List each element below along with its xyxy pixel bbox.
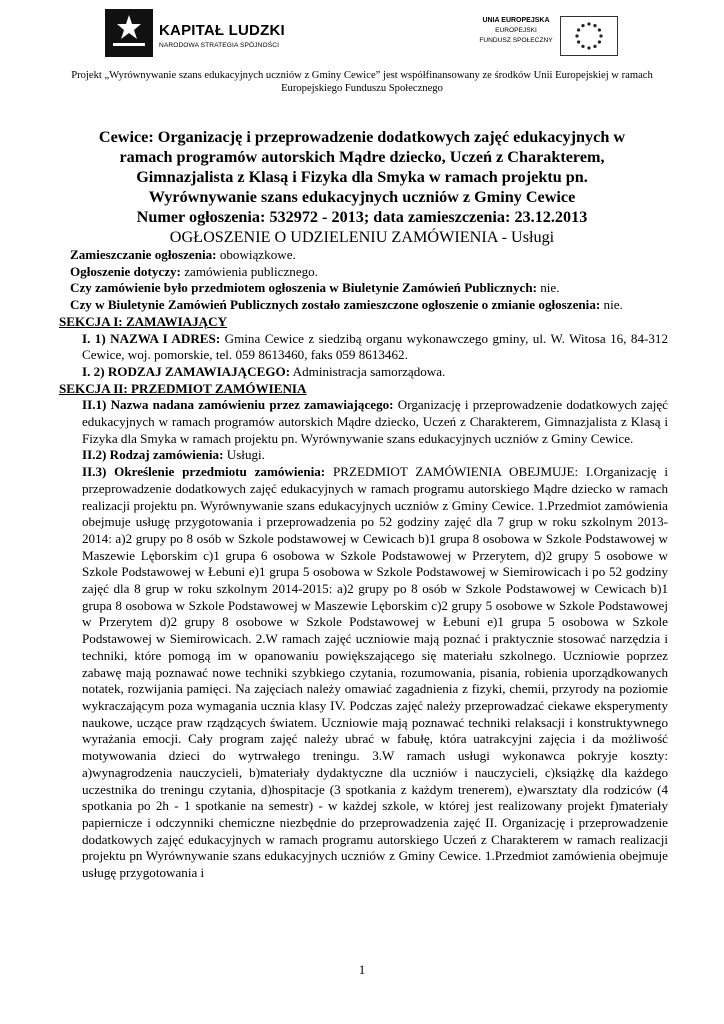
field-label: Zamieszczanie ogłoszenia: bbox=[70, 247, 217, 262]
page-number: 1 bbox=[358, 962, 366, 977]
field-value: Organizację i przeprowadzenie dodatkowych zajęć edukacyjnych w ramach programów autorskich Mądre dziecko, Uczeń z Charakterem, Gimnazjalista z Klasą i Fizyka dla Smyka w ramach projektu pn. Wyrównywanie szans edukacyjnych uczniów z Gminy Cewice. bbox=[82, 397, 668, 446]
field-label: Czy w Biuletynie Zamówień Publicznych zostało zamieszczone ogłoszenie o zmianie ogłoszenia: bbox=[70, 297, 601, 313]
section-1-heading: SEKCJA I: ZAMAWIAJĄCY bbox=[59, 313, 228, 329]
title-line-1: Cewice: Organizację i przeprowadzenie dodatkowych zajęć edukacyjnych w bbox=[98, 128, 626, 146]
section-1-name-address bbox=[70, 331, 668, 364]
field-label: II.3) Określenie przedmiotu zamówienia: bbox=[82, 464, 326, 480]
title-line-3: Gimnazjalista z Klasą i Fizyka dla Smyka w ramach projektu pn. bbox=[136, 168, 588, 186]
title-line-2: ramach programów autorskich Mądre dziecko, Uczeń z Charakterem, bbox=[119, 148, 605, 166]
kapital-ludzki-emblem-icon bbox=[105, 9, 153, 57]
notice-type: OGŁOSZENIE O UDZIELENIU ZAMÓWIENIA - Usługi bbox=[169, 228, 555, 246]
section-2-order-subject bbox=[70, 464, 668, 882]
field-value: zamówienia publicznego. bbox=[184, 263, 318, 279]
field-czy-bylo bbox=[70, 280, 668, 297]
eu-line3: FUNDUSZ SPOŁECZNY bbox=[479, 37, 553, 44]
kapital-ludzki-logo bbox=[105, 9, 285, 57]
eu-logo-text bbox=[476, 16, 556, 46]
field-label: II.2) Rodzaj zamówienia: bbox=[82, 447, 224, 463]
field-value: nie. bbox=[603, 297, 623, 313]
section-2-order-name bbox=[70, 397, 668, 447]
eu-line1: UNIA EUROPEJSKA bbox=[482, 17, 550, 24]
section-2-heading: SEKCJA II: PRZEDMIOT ZAMÓWIENIA bbox=[59, 380, 307, 396]
field-zamieszczanie bbox=[70, 247, 668, 264]
field-dotyczy bbox=[70, 264, 668, 281]
field-label: II.1) Nazwa nadana zamówieniu przez zamawiającego: bbox=[82, 397, 394, 413]
eu-logo bbox=[472, 16, 622, 56]
kapital-ludzki-title: KAPITAŁ LUDZKI bbox=[159, 22, 285, 39]
field-value: Usługi. bbox=[226, 447, 265, 463]
eu-flag-icon bbox=[560, 16, 618, 56]
notice-title-block bbox=[40, 127, 684, 247]
field-value: obowiązkowe. bbox=[219, 247, 296, 262]
title-line-5: Numer ogłoszenia: 532972 - 2013; data zamieszczenia: 23.12.2013 bbox=[136, 208, 588, 226]
field-czy-zmiana bbox=[70, 297, 668, 314]
field-value: Gmina Cewice z siedzibą organu wykonawczego gminy, ul. W. Witosa 16, 84-312 Cewice, woj. pomorskie, tel. 059 8613460, faks 059 8613462. bbox=[82, 330, 668, 363]
field-label: Czy zamówienie było przedmiotem ogłoszenia w Biuletynie Zamówień Publicznych: bbox=[70, 280, 537, 296]
eu-line2: EUROPEJSKI bbox=[495, 27, 537, 34]
title-line-4: Wyrównywanie szans edukacyjnych uczniów z Gminy Cewice bbox=[148, 188, 576, 206]
header-logos bbox=[0, 0, 724, 70]
project-cofinancing-note: Projekt „Wyrównywanie szans edukacyjnych uczniów z Gminy Cewice” jest współfinansowany ze środków Unii Europejskiej w ramach Europejskiego Funduszu Społecznego bbox=[71, 70, 653, 94]
field-value: PRZEDMIOT ZAMÓWIENIA OBEJMUJE: I.Organizację i przeprowadzenie dodatkowych zajęć edukacyjnych w ramach programu autorskiego Mądre dziecko w ramach realizacji projektu pn. Wyrównywanie szans edukacyjnych uczniów z Gminy Cewice. 1.Przedmiot zamówienia obejmuje usługę przygotowania i przeprowadzenia po 52 godziny zajęć dla 7 grup w roku szkolnym 2013-2014: a)2 grupy po 8 osób w Szkole podstawowej w Cewicach b)1 grupa 8 osobowa w Szkole Podstawowej w Maszewie Lęborskim c)1 grupa 6 osobowa w Szkole Podstawowej w Przerytem, d)2 grupy 5 osobowe w Szkole Podstawowej w Łebuni e)1 grupa 5 osobowa w Szkole Podstawowej w Siemirowicach i po 52 godziny zajęć dla 8 grup w roku szkolnym 2014-2015: a)2 grupy po 8 osób w Szkole Podstawowej w Cewicach b)1 grupa 8 osobowa w Szkole Podstawowej w Maszewie Lęborskim c)2 grupy 5 osobowe w Szkole Podstawowej w Przerytem d)2 grupy 8 osobowe w Szkole Podstawowej w Łebuni e)1 grupa 5 osobowa w Szkole Podstawowej w Siemirowicach. 2.W ramach zajęć uczniowie mają poznać i praktycznie stosować narzędzia i techniki, które pomogą im w opanowaniu powiększającego się materiału szkolnego. Uczniowie poprzez zabawę mają poznawać nowe techniki szybkiego czytania, rozumowania, pisania, robienia uporządkowanych notatek, rozwijania pamięci. Na zajęciach należy omawiać zagadnienia z fizyki, chemii, przyrody na poziomie wykraczającym poza wymagania ucznia klasy IV. Podczas zajęć należy przeprowadzać ciekawe eksperymenty naukowe, uczące praw rządzących światem. Uczniowie mają poznawać techniki relaksacji i konstruktywnego wyrażania emocji. Cały program zajęć należy ubrać w fabułę, która uatrakcyjni zajęcia i da możliwość motywowania dzieci do wytrwałego treningu. 3.W ramach usługi wykonawca pokryje koszty: a)wynagrodzenia nauczycieli, b)materiały dydaktyczne dla uczniów i nauczycieli, c)książkę dla każdego uczestnika do treningu czytania, d)hospitacje (3 spotkania z każdym trenerem), e)warsztaty dla rodziców (4 spotkania po 2h - 1 spotkanie na semestr) - w każdej szkole, w której jest realizowany projekt f)materiały papiernicze i odczynniki chemiczne niezbędnie do przeprowadzenia zajęć II. Organizację i przeprowadzenie dodatkowych zajęć edukacyjnych w ramach programu autorskiego Uczeń z Charakterem w ramach realizacji projektu pn Wyrównywanie szans edukacyjnych uczniów z Gminy Cewice. 1.Przedmiot zamówienia obejmuje usługę przygotowania i bbox=[82, 464, 669, 881]
field-label: Ogłoszenie dotyczy: bbox=[70, 263, 181, 279]
field-label: I. 1) NAZWA I ADRES: bbox=[82, 330, 221, 346]
section-1-type bbox=[70, 364, 668, 381]
kapital-ludzki-subtitle: NARODOWA STRATEGIA SPÓJNOŚCI bbox=[159, 42, 280, 49]
notice-body bbox=[59, 247, 669, 882]
field-value: Administracja samorządowa. bbox=[292, 363, 446, 379]
section-2-order-type bbox=[70, 447, 668, 464]
field-value: nie. bbox=[540, 280, 560, 296]
field-label: I. 2) RODZAJ ZAMAWIAJĄCEGO: bbox=[82, 363, 291, 379]
